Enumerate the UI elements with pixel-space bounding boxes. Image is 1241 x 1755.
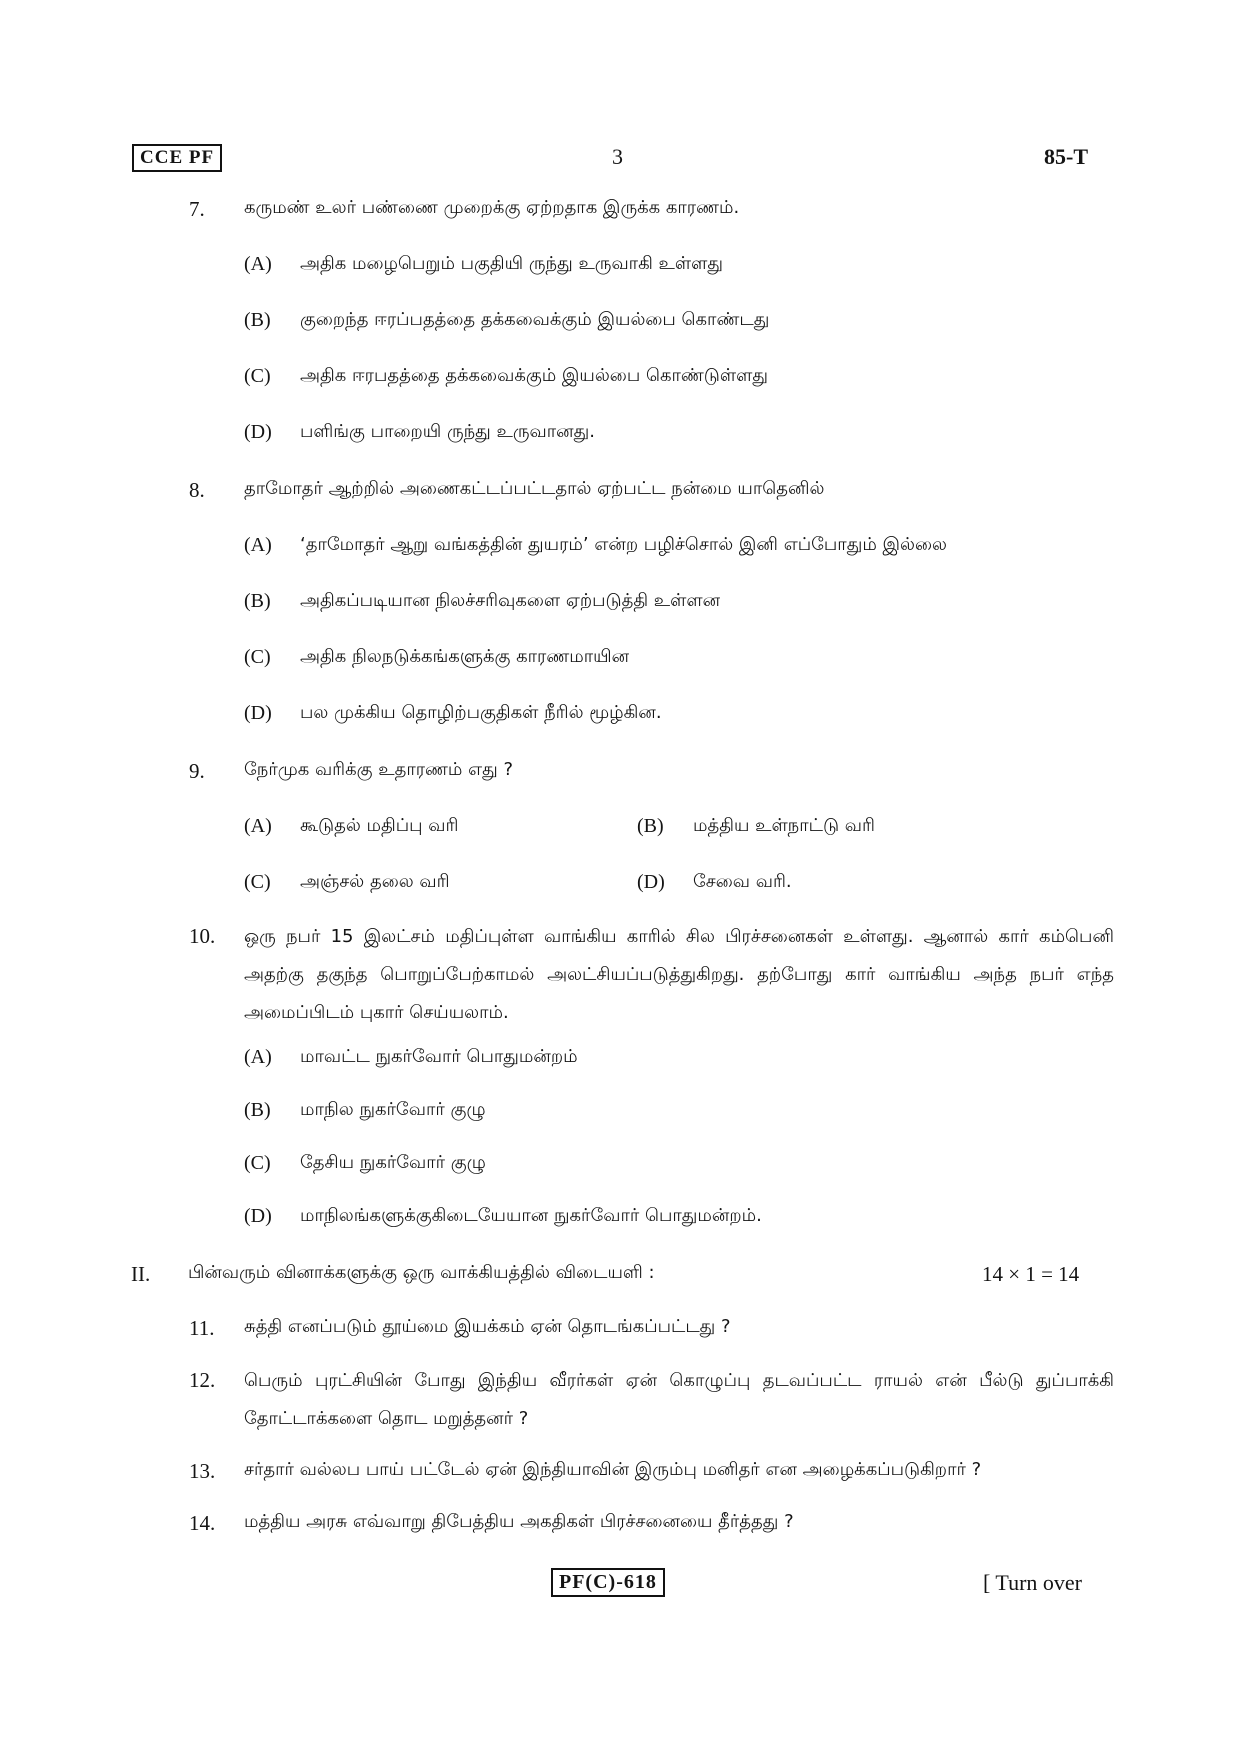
question-number: 14. xyxy=(189,1511,216,1535)
option-text: அதிக ஈரபதத்தை தக்கவைக்கும் இயல்பை கொண்டுள்ளது xyxy=(300,365,768,386)
option-text: அதிக நிலநடுக்கங்களுக்கு காரணமாயின xyxy=(300,646,630,667)
option-label: (C) xyxy=(244,1152,271,1174)
question-text: பெரும் புரட்சியின் போது இந்திய வீரர்கள் ஏன் கொழுப்பு தடவப்பட்ட ராயல் என் பீல்டு துப்பாக்கி தோட்டாக்களை தொட மறுத்தனர் ? xyxy=(244,1370,1114,1429)
option-text: மாவட்ட நுகர்வோர் பொதுமன்றம் xyxy=(300,1046,578,1067)
option-label: (A) xyxy=(244,1046,272,1068)
option-text: அதிகப்படியான நிலச்சரிவுகளை ஏற்படுத்தி உள்ளன xyxy=(300,590,721,611)
option-label: (A) xyxy=(244,815,272,837)
question-number: 11. xyxy=(189,1316,215,1340)
page-number: 3 xyxy=(612,144,623,169)
option-label: (C) xyxy=(244,871,271,893)
question-number: 8. xyxy=(189,478,205,502)
option-label: (C) xyxy=(244,365,271,387)
question-number: 12. xyxy=(189,1368,216,1392)
option-label: (D) xyxy=(244,1205,272,1227)
option-label: (A) xyxy=(244,253,272,275)
option-text: மாநிலங்களுக்குகிடையேயான நுகர்வோர் பொதுமன்றம். xyxy=(300,1205,762,1226)
subject-code: 85-T xyxy=(1044,144,1088,169)
question-text: நேர்முக வரிக்கு உதாரணம் எது ? xyxy=(244,759,514,780)
question-text: மத்திய அரசு எவ்வாறு திபேத்திய அகதிகள் பிரச்சனையை தீர்த்தது ? xyxy=(244,1511,794,1532)
option-label: (B) xyxy=(244,1099,271,1121)
option-label: (D) xyxy=(244,421,272,443)
option-text: குறைந்த ஈரப்பதத்தை தக்கவைக்கும் இயல்பை கொண்டது xyxy=(300,309,770,330)
option-text: மாநில நுகர்வோர் குழு xyxy=(300,1099,486,1120)
option-label: (B) xyxy=(244,309,271,331)
question-number: 10. xyxy=(189,924,216,948)
question-number: 13. xyxy=(189,1459,216,1483)
turn-over-note: [ Turn over xyxy=(983,1570,1083,1595)
option-text: பளிங்கு பாறையி ருந்து உருவானது. xyxy=(300,421,595,442)
question-number: 7. xyxy=(189,197,205,221)
option-label: (B) xyxy=(244,590,271,612)
question-text: கருமண் உலர் பண்ணை முறைக்கு ஏற்றதாக இருக்க காரணம். xyxy=(244,197,740,218)
paper-code-box: CCE PF xyxy=(132,144,222,172)
question-text: சுத்தி எனப்படும் தூய்மை இயக்கம் ஏன் தொடங்கப்பட்டது ? xyxy=(244,1316,731,1337)
question-text: சர்தார் வல்லப பாய் பட்டேல் ஏன் இந்தியாவின் இரும்பு மனிதர் என அழைக்கப்படுகிறார் ? xyxy=(244,1459,982,1480)
option-text: ‘தாமோதர் ஆறு வங்கத்தின் துயரம்’ என்ற பழிச்சொல் இனி எப்போதும் இல்லை xyxy=(300,534,947,555)
option-text: சேவை வரி. xyxy=(693,871,792,892)
section-marks: 14 × 1 = 14 xyxy=(982,1262,1080,1286)
footer-code-box: PF(C)-618 xyxy=(551,1568,665,1597)
option-label: (A) xyxy=(244,534,272,556)
option-text: அதிக மழைபெறும் பகுதியி ருந்து உருவாகி உள்ளது xyxy=(300,253,723,274)
option-label: (C) xyxy=(244,646,271,668)
question-text: தாமோதர் ஆற்றில் அணைகட்டப்பட்டதால் ஏற்பட்ட நன்மை யாதெனில் xyxy=(244,478,825,499)
option-label: (B) xyxy=(637,815,664,837)
option-text: கூடுதல் மதிப்பு வரி xyxy=(300,815,459,836)
section-instruction: பின்வரும் வினாக்களுக்கு ஒரு வாக்கியத்தில் விடையளி : xyxy=(188,1262,655,1283)
option-text: தேசிய நுகர்வோர் குழு xyxy=(300,1152,486,1173)
option-text: பல முக்கிய தொழிற்பகுதிகள் நீரில் மூழ்கின. xyxy=(300,702,662,723)
option-label: (D) xyxy=(244,702,272,724)
question-number: 9. xyxy=(189,759,205,783)
section-roman-numeral: II. xyxy=(131,1262,151,1286)
question-text: ஒரு நபர் 15 இலட்சம் மதிப்புள்ள வாங்கிய காரில் சில பிரச்சனைகள் உள்ளது. ஆனால் கார் கம்பெனி அதற்கு தகுந்த பொறுப்பேற்காமல் அலட்சியப்படுத்துகிறது. தற்போது கார் வாங்கிய அந்த நபர் எந்த அமைப்பிடம் புகார் செய்யலாம். xyxy=(244,926,1114,1023)
option-text: அஞ்சல் தலை வரி xyxy=(300,871,450,892)
option-text: மத்திய உள்நாட்டு வரி xyxy=(693,815,875,836)
option-label: (D) xyxy=(637,871,665,893)
